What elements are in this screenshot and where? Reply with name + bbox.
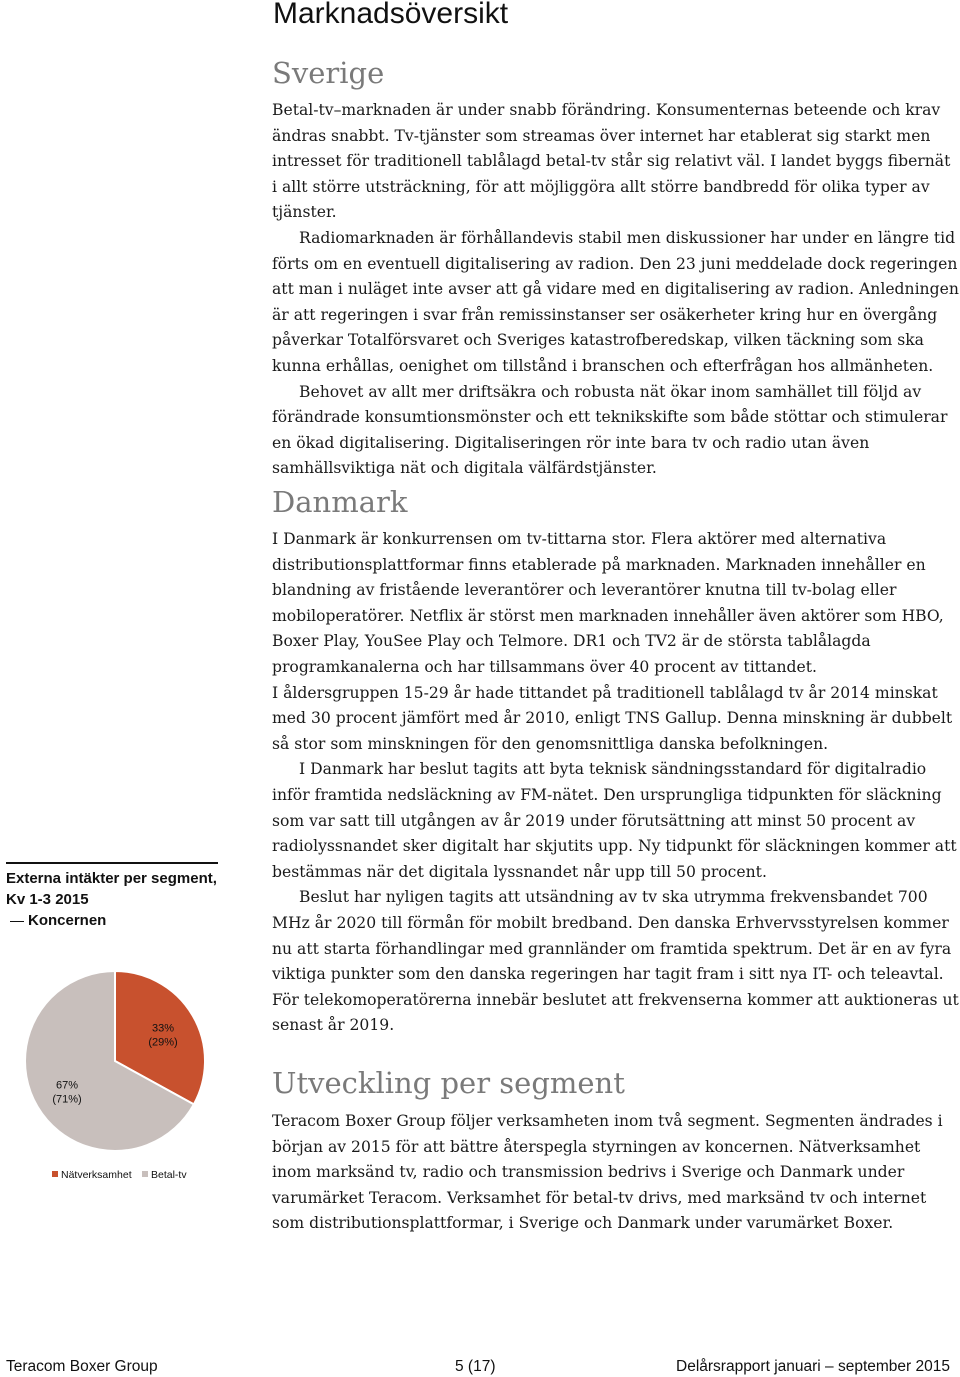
footer-left: Teracom Boxer Group <box>6 1358 158 1375</box>
paragraph: I Danmark är konkurrensen om tv-tittarna stor. Flera aktörer med alternativa distributionsplattformar finns etablerade på marknaden. Marknaden innehåller en blandning av fristående leverantörer och leverantörer knutna till tv-bolag eller mobiloperatörer. Netflix är störst men marknaden innehåller även aktörer som HBO, Boxer Play, YouSee Play och Telmore. DR1 och TV2 är de största tablålagda programkanalerna och har tillsammans över 40 procent av tittandet. <box>272 530 944 676</box>
section-title-sverige: Sverige <box>272 56 385 90</box>
section-body-segment <box>272 1109 960 1237</box>
chart-title-line3: Koncernen <box>28 912 107 929</box>
chart-title-line3-wrap <box>6 910 221 931</box>
pie-slices <box>25 971 205 1151</box>
paragraph: Radiomarknaden är förhållandevis stabil men diskussioner har under en längre tid förts om en eventuell digitalisering av radion. Den 23 juni meddelade dock regeringen att man i nuläget inte avser att gå vidare med en digitalisering av radion. Anledningen är att regeringen i svar från remissinstanser ser osäkerheter kring hur en övergång påverkar Totalförsvaret och Sveriges katastrofberedskap, vilken täckning som ska kunna erhållas, oenighet om tillstånd i branschen och efterfrågan hos allmänheten. <box>272 228 959 375</box>
dash-icon <box>10 921 24 922</box>
pie-value-label: 67% <box>55 1079 79 1092</box>
paragraph: Beslut har nyligen tagits att utsändning av tv ska utrymma frekvensbandet 700 MHz år 2020 till förmån för mobilt bredband. Den danska Erhvervsstyrelsen kommer nu att starta förhandlingar med grannländer om framtida spektrum. Det är en av fyra viktiga punkter som den danska regeringen har tagit fram i sitt nya IT- och teleavtal. För telekomoperatörerna innebär beslutet att frekvenserna kommer att auktioneras ut senast år 2019. <box>272 888 959 1035</box>
section-title-danmark: Danmark <box>272 485 408 519</box>
chart-title <box>6 868 221 931</box>
chart-title-line1: Externa intäkter per segment, <box>6 870 217 887</box>
pie-value-label: 33% <box>151 1022 175 1035</box>
legend-label: Betal-tv <box>151 1169 187 1181</box>
pie-prior-label: (29%) <box>148 1036 178 1049</box>
paragraph: I Danmark har beslut tagits att byta teknisk sändningsstandard för digitalradio inför framtida nedsläckning av FM-nätet. Den ursprungliga tidpunkten för släckning som var satt till utgången av år 2019 under förutsättning att minst 50 procent av radiolyssnandet sker digitalt har skjutits upp. Ny tidpunkt för släckningen kommer att bestämmas när det digitala lyssnandet når upp till 50 procent. <box>272 760 957 881</box>
section-body-danmark <box>272 527 960 1039</box>
footer-page-number: 5 (17) <box>455 1358 496 1375</box>
section-title-segment: Utveckling per segment <box>272 1066 625 1100</box>
pie-prior-label: (71%) <box>52 1093 82 1106</box>
legend-label: Nätverksamhet <box>61 1169 132 1181</box>
legend-swatch <box>142 1171 148 1177</box>
pie-legend <box>52 1169 187 1181</box>
legend-swatch <box>52 1171 58 1177</box>
paragraph: Betal-tv–marknaden är under snabb förändring. Konsumenternas beteende och krav ändras snabbt. Tv-tjänster som streamas över internet har etablerat sig starkt men intresset för traditionell tablålagd betal-tv står sig relativt väl. I landet byggs fibernät i allt större utsträckning, för att möjliggöra allt större bandbredd för olika typer av tjänster. <box>272 101 951 222</box>
footer-right: Delårsrapport januari – september 2015 <box>676 1358 950 1375</box>
section-body-sverige <box>272 98 960 482</box>
chart-title-line2: Kv 1-3 2015 <box>6 891 89 908</box>
pie-chart <box>0 950 240 1200</box>
sidebar-rule <box>6 862 218 864</box>
page-title: Marknadsöversikt <box>273 0 509 30</box>
paragraph: Behovet av allt mer driftsäkra och robusta nät ökar inom samhället till följd av förändrade konsumtionsmönster och ett teknikskifte som både stöttar och stimulerar en ökad digitalisering. Digitaliseringen rör inte bara tv och radio utan även samhällsviktiga nät och digitala välfärdstjänster. <box>272 382 948 478</box>
paragraph: I åldersgruppen 15-29 år hade tittandet på traditionell tablålagd tv år 2014 minskat med 30 procent jämfört med år 2010, enligt TNS Gallup. Denna minskning är dubbelt så stor som minskningen för den genomsnittliga danska befolkningen. <box>272 683 953 753</box>
paragraph: Teracom Boxer Group följer verksamheten inom två segment. Segmenten ändrades i början av 2015 för att bättre återspegla styrningen av koncernen. Nätverksamhet inom marksänd tv, radio och transmission bedrivs i Sverige och Danmark under varumärket Teracom. Verksamhet för betal-tv drivs, med marksänd tv och internet som distributionsplattformar, i Sverige och Danmark under varumärket Boxer. <box>272 1112 943 1233</box>
